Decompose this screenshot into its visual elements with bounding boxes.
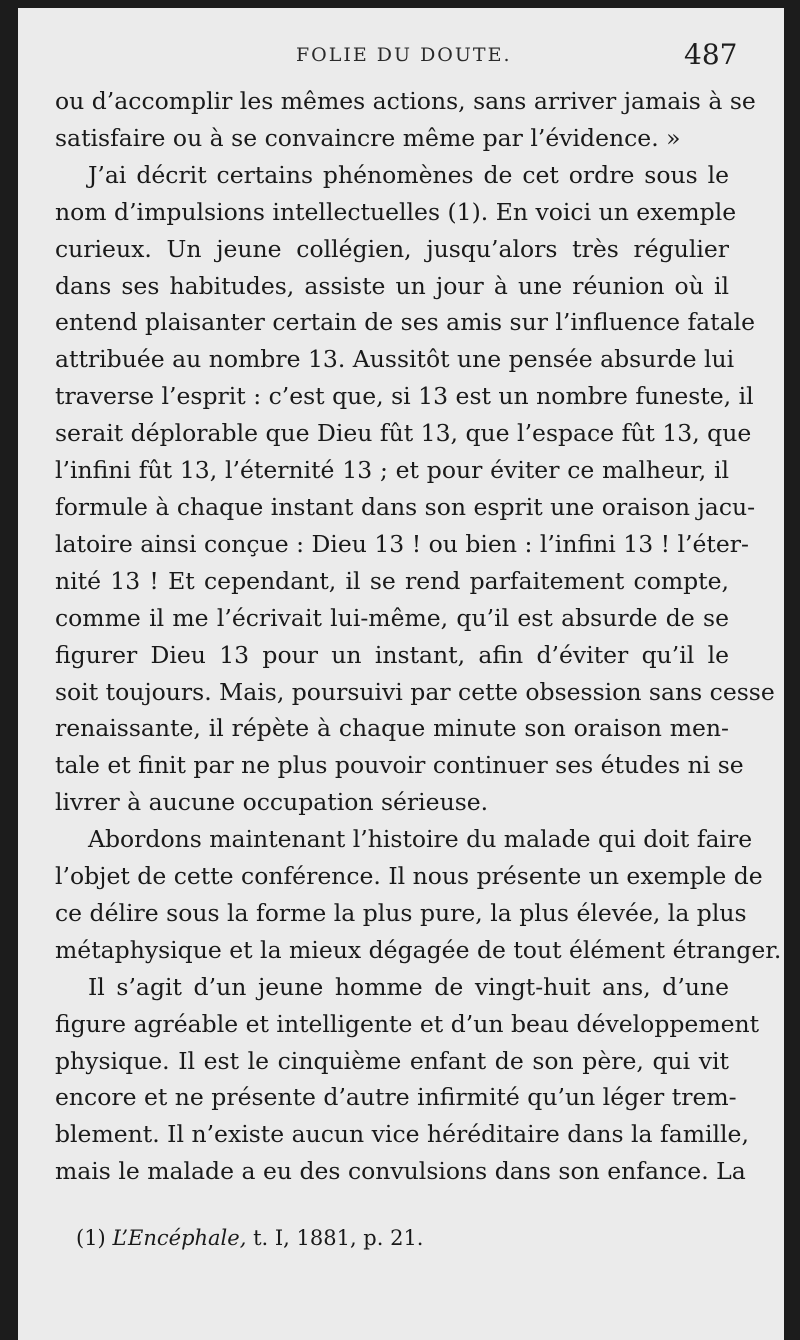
text-line: blement. Il n’existe aucun vice héréditaire dans la famille, [55,1120,749,1149]
text-line: attribuée au nombre 13. Aussitôt une pensée absurde lui [55,345,735,374]
footnote [76,1226,423,1250]
running-title: FOLIE DU DOUTE. [296,44,512,66]
text-line: métaphysique et la mieux dégagée de tout élément étranger. [55,935,782,964]
text-line: nité 13 ! Et cependant, il se rend parfaitement compte, [55,566,729,595]
text-line: l’infini fût 13, l’éternité 13 ; et pour éviter ce malheur, il [55,456,729,485]
page-number: 487 [684,38,738,71]
text-line: ce délire sous la forme la plus pure, la plus élevée, la plus [55,898,747,927]
text-line: figure agréable et intelligente et d’un beau développement [55,1009,760,1038]
text-line: curieux. Un jeune collégien, jusqu’alors très régulier [55,234,729,263]
text-line: ou d’accomplir les mêmes actions, sans arriver jamais à se [55,87,756,115]
text-line: encore et ne présente d’autre infirmité qu’un léger trem- [55,1083,737,1112]
text-line: figurer Dieu 13 pour un instant, afin d’éviter qu’il le [55,640,729,669]
text-line: physique. Il est le cinquième enfant de son père, qui vit [55,1046,729,1075]
text-line: latoire ainsi conçue : Dieu 13 ! ou bien : l’infini 13 ! l’éter- [55,529,749,558]
text-line: dans ses habitudes, assiste un jour à une réunion où il [55,271,729,300]
text-line: Abordons maintenant l’histoire du malade qui doit faire [88,825,753,854]
text-line: l’objet de cette conférence. Il nous présente un exemple de [55,862,763,891]
footnote-source: L’Encéphale, [112,1226,247,1250]
text-line: traverse l’esprit : c’est que, si 13 est un nombre funeste, il [55,382,754,411]
footnote-marker: (1) [76,1226,106,1250]
text-line: Il s’agit d’un jeune homme de vingt-huit ans, d’une [88,972,729,1001]
text-line: satisfaire ou à se convaincre même par l’évidence. » [55,123,681,152]
text-line: entend plaisanter certain de ses amis sur l’influence fatale [55,308,756,337]
text-line: J’ai décrit certains phénomènes de cet ordre sous le [88,160,729,189]
body-text [55,83,782,1190]
footnote-details: t. I, 1881, p. 21. [253,1226,424,1250]
text-line: serait déplorable que Dieu fût 13, que l’espace fût 13, que [55,419,752,448]
text-line: tale et finit par ne plus pouvoir continuer ses études ni se [55,751,744,780]
text-line: formule à chaque instant dans son esprit une oraison jacu- [55,492,756,521]
running-head [0,38,800,78]
text-line: soit toujours. Mais, poursuivi par cette obsession sans cesse [55,677,775,706]
text-line: nom d’impulsions intellectuelles (1). En voici un exemple [55,197,737,226]
text-line: comme il me l’écrivait lui-même, qu’il est absurde de se [55,603,729,632]
text-line: mais le malade a eu des convulsions dans son enfance. La [55,1157,746,1186]
text-line: renaissante, il répète à chaque minute son oraison men- [55,714,729,743]
text-line: livrer à aucune occupation sérieuse. [55,788,489,817]
